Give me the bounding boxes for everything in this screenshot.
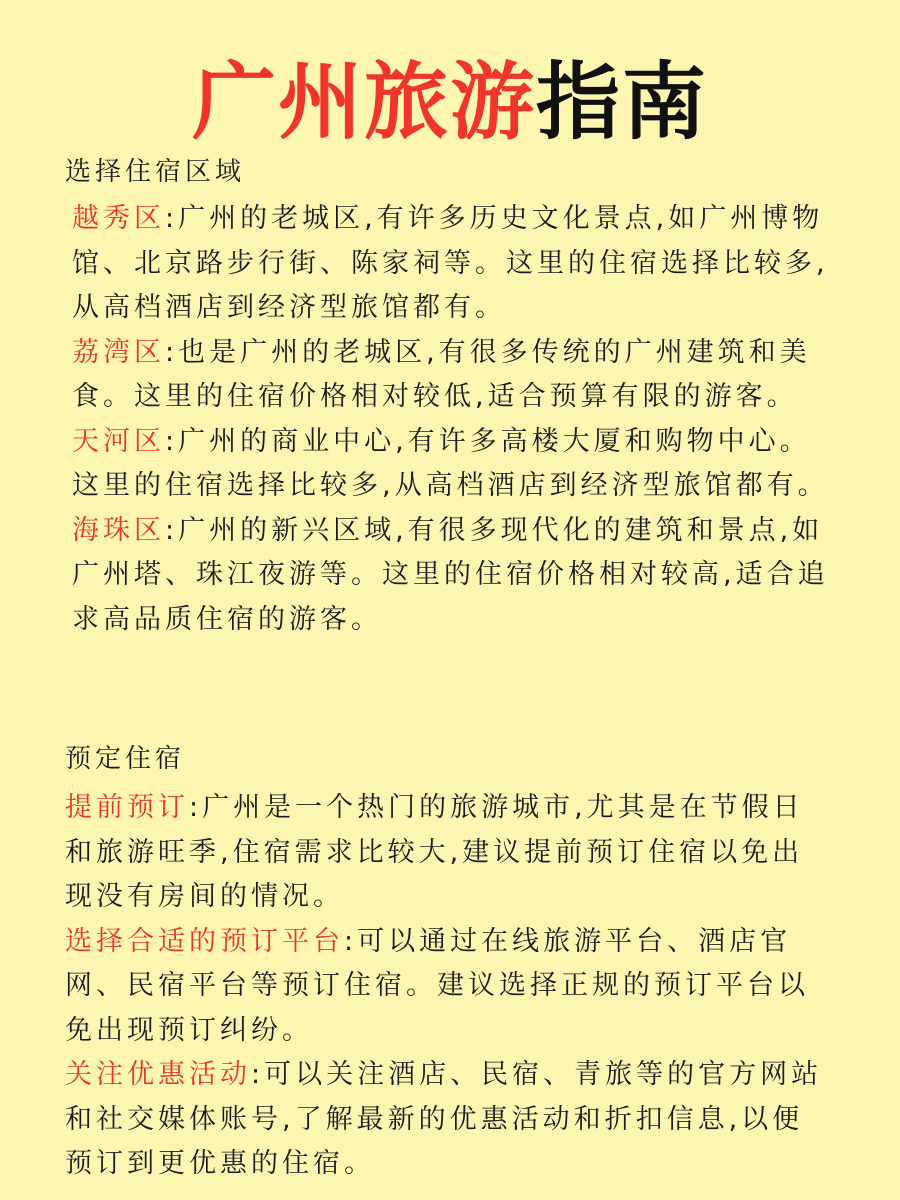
- entry-text: :广州是一个热门的旅游城市,尤其是在节假日和旅游旺季,住宿需求比较大,建议提前预订住宿以免出现没有房间的情况。: [65, 792, 804, 912]
- section-heading-accommodation-area: 选择住宿区域: [65, 157, 246, 187]
- entry-term: 提前预订: [65, 792, 189, 823]
- entry-haizhu: [72, 509, 832, 643]
- entry-term: 荔湾区: [72, 336, 165, 368]
- entry-text: :可以通过在线旅游平台、酒店官网、民宿平台等预订住宿。建议选择正规的预订平台以免出现预订纠纷。: [65, 925, 809, 1046]
- page-title-black: 指南: [536, 53, 709, 151]
- entry-term: 关注优惠活动: [65, 1059, 251, 1090]
- page-title: [0, 52, 900, 152]
- entry-term: 天河区: [72, 425, 165, 457]
- accommodation-area-list: [72, 197, 832, 642]
- entry-term: 越秀区: [72, 203, 165, 234]
- entry-text: :可以关注酒店、民宿、青旅等的官方网站和社交媒体账号,了解最新的优惠活动和折扣信息,以便预订到更优惠的住宿。: [65, 1059, 823, 1179]
- entry-promotions: [65, 1053, 825, 1187]
- entry-text: :也是广州的老城区,有很多传统的广州建筑和美食。这里的住宿价格相对较低,适合预算有限的游客。: [72, 336, 811, 412]
- entry-choose-platform: [65, 920, 825, 1054]
- entry-text: :广州的新兴区域,有很多现代化的建筑和景点,如广州塔、珠江夜游等。这里的住宿价格相对较高,适合追求高品质住宿的游客。: [72, 514, 829, 635]
- entry-text: :广州的商业中心,有许多高楼大厦和购物中心。这里的住宿选择比较多,从高档酒店到经济型旅馆都有。: [72, 425, 829, 501]
- entry-tianhe: [72, 420, 832, 509]
- entry-term: 海珠区: [72, 514, 165, 546]
- page-title-red: 广州旅游: [191, 53, 536, 151]
- entry-term: 选择合适的预订平台: [65, 925, 344, 957]
- entry-book-early: [65, 786, 825, 920]
- entry-liwan: [72, 331, 832, 420]
- entry-text: :广州的老城区,有许多历史文化景点,如广州博物馆、北京路步行街、陈家祠等。这里的住宿选择比较多,从高档酒店到经济型旅馆都有。: [72, 203, 829, 323]
- entry-yuexiu: [72, 197, 832, 331]
- section-heading-booking: 预定住宿: [65, 744, 186, 774]
- booking-tips-list: [65, 786, 825, 1187]
